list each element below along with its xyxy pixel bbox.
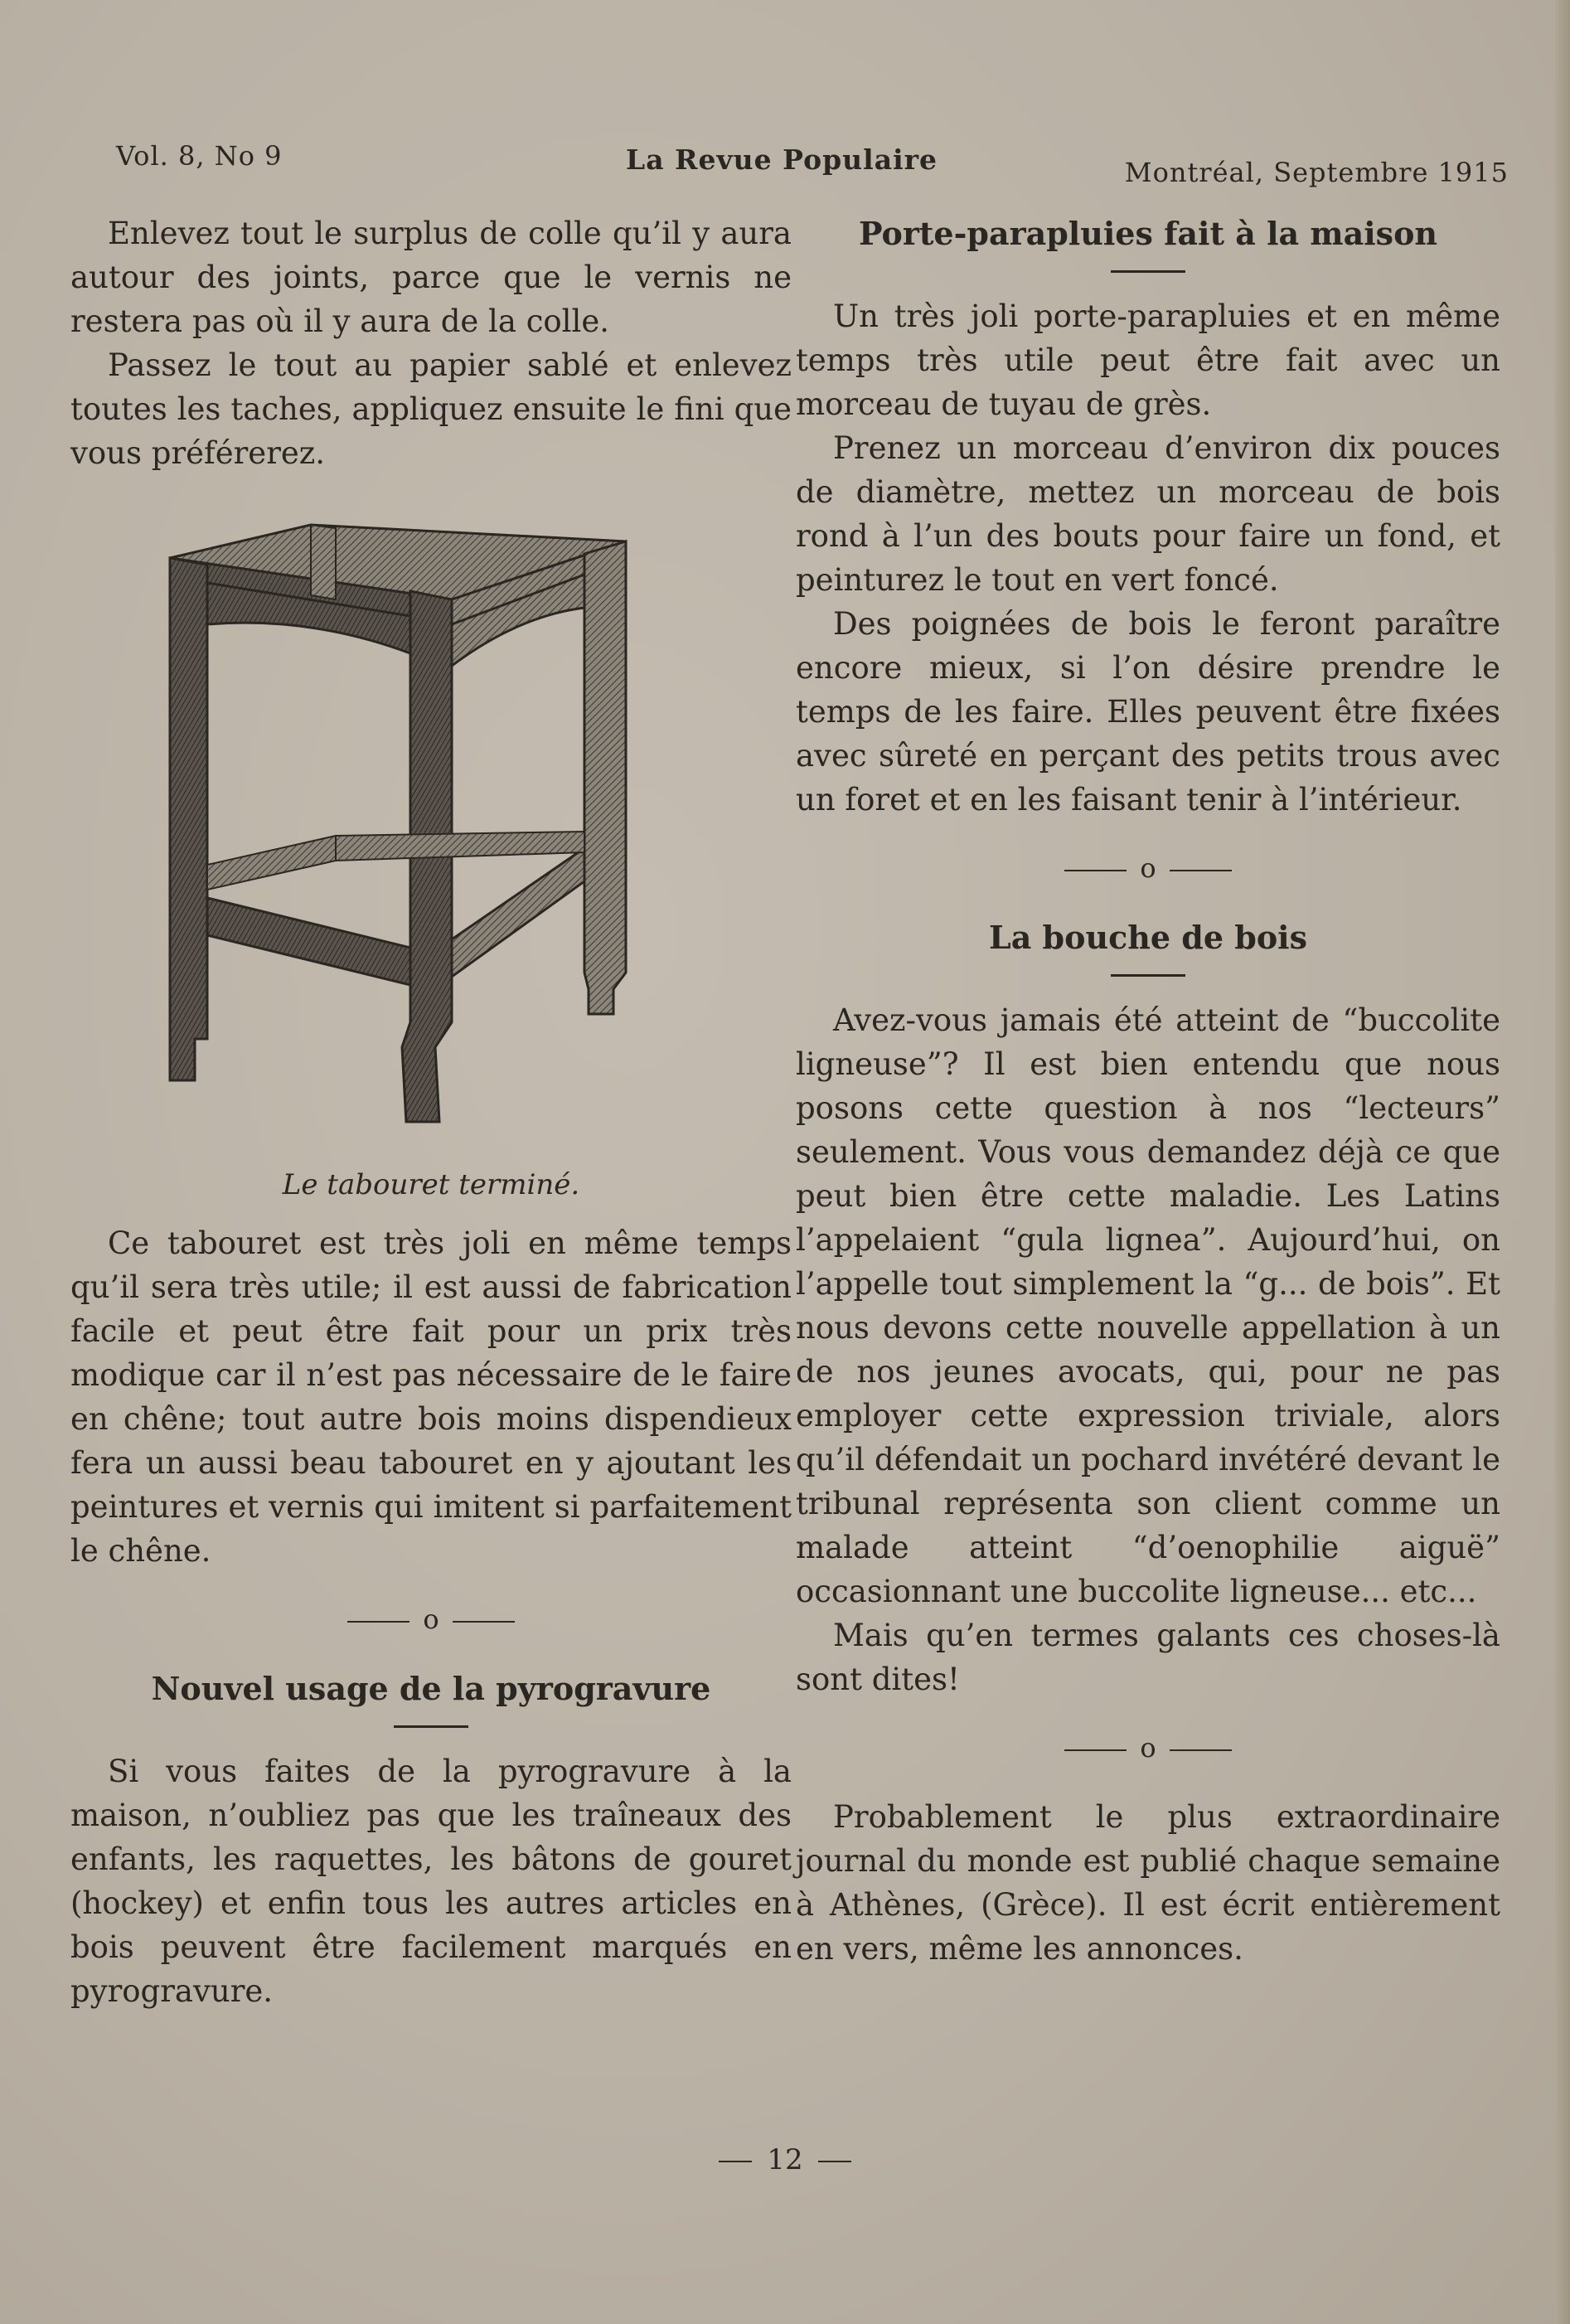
stool-illustration [162,508,676,1155]
page-edge [1555,0,1570,2324]
heading-rule [1111,270,1185,273]
page-number-value: 12 [767,2143,803,2176]
stool-figure [70,508,792,1221]
section-separator: o [796,847,1500,890]
heading-porte-parapluies: Porte-parapluies fait à la maison [858,215,1438,252]
left-column [70,211,792,2013]
paragraph-bouche-1: Avez-vous jamais été atteint de “buccolite ligneuse”? Il est bien entendu que nous posons cette question à nos “lecteurs” seulement. Vous vous demandez déjà ce que peut bien être cette maladie. Les Latins l’appelaient “gula lignea”. Aujourd’hui, on l’appelle tout simplement la “g... de bois”. Et nous devons cette nouvelle appellation à un de nos jeunes avocats, qui, pour ne pas employer cette expression triviale, alors qu’il défendait un pochard invétéré devant le tribunal représenta son client comme un malade atteint “d’oenophilie aiguë” occasionnant une buccolite ligneuse... etc... [796,1002,1500,1609]
paragraph-athenes: Probablement le plus extraordinaire journal du monde est publié chaque semaine à Athènes, (Grèce). Il est écrit entièrement en vers, même les annonces. [796,1799,1500,1967]
section-separator: o [70,1598,792,1642]
volume-number: Vol. 8, No 9 [116,140,283,172]
paragraph-tabouret: Ce tabouret est très joli en même temps qu’il sera très utile; il est aussi de fabrication facile et peut être fait pour un prix très modique car il n’est pas nécessaire de le faire en chêne; tout autre bois moins dispendieux fera un aussi beau tabouret en y ajoutant les peintures et vernis qui imitent si parfaitement le chêne. [70,1225,792,1569]
paragraph-bouche-2: Mais qu’en termes galants ces choses-là sont dites! [796,1618,1500,1697]
heading-rule [1111,974,1185,977]
heading-bouche-de-bois: La bouche de bois [988,919,1307,956]
figure-caption: Le tabouret terminé. [282,1168,580,1201]
page-number [0,2143,1570,2176]
issue-date: Montréal, Septembre 1915 [1124,157,1509,188]
paragraph-porte-2: Prenez un morceau d’environ dix pouces de diamètre, mettez un morceau de bois rond à l’un des bouts pour faire un fond, et peinturez le tout en vert foncé. [796,430,1500,598]
paragraph-colle: Enlevez tout le surplus de colle qu’il y aura autour des joints, parce que le vernis ne restera pas où il y aura de la colle. [70,216,792,339]
paragraph-porte-1: Un très joli porte-parapluies et en même temps très utile peut être fait avec un morceau de tuyau de grès. [796,298,1500,422]
paragraph-papier-sable: Passez le tout au papier sablé et enlevez toutes les taches, appliquez ensuite le fini que vous préférerez. [70,347,792,471]
paragraph-porte-3: Des poignées de bois le feront paraître encore mieux, si l’on désire prendre le temps de les faire. Elles peuvent être fixées avec sûreté en perçant des petits trous avec un foret et en les faisant tenir à l’intérieur. [796,606,1500,818]
section-separator: o [796,1726,1500,1770]
heading-rule [394,1725,468,1728]
page-header [116,137,1509,187]
magazine-title: La Revue Populaire [626,143,938,176]
right-column [796,211,1500,1971]
paragraph-pyrogravure: Si vous faites de la pyrogravure à la maison, n’oubliez pas que les traîneaux des enfants, les raquettes, les bâtons de gouret (hockey) et enfin tous les autres articles en bois peuvent être facilement marqués en pyrogravure. [70,1754,792,2009]
heading-pyrogravure: Nouvel usage de la pyrogravure [151,1670,711,1707]
